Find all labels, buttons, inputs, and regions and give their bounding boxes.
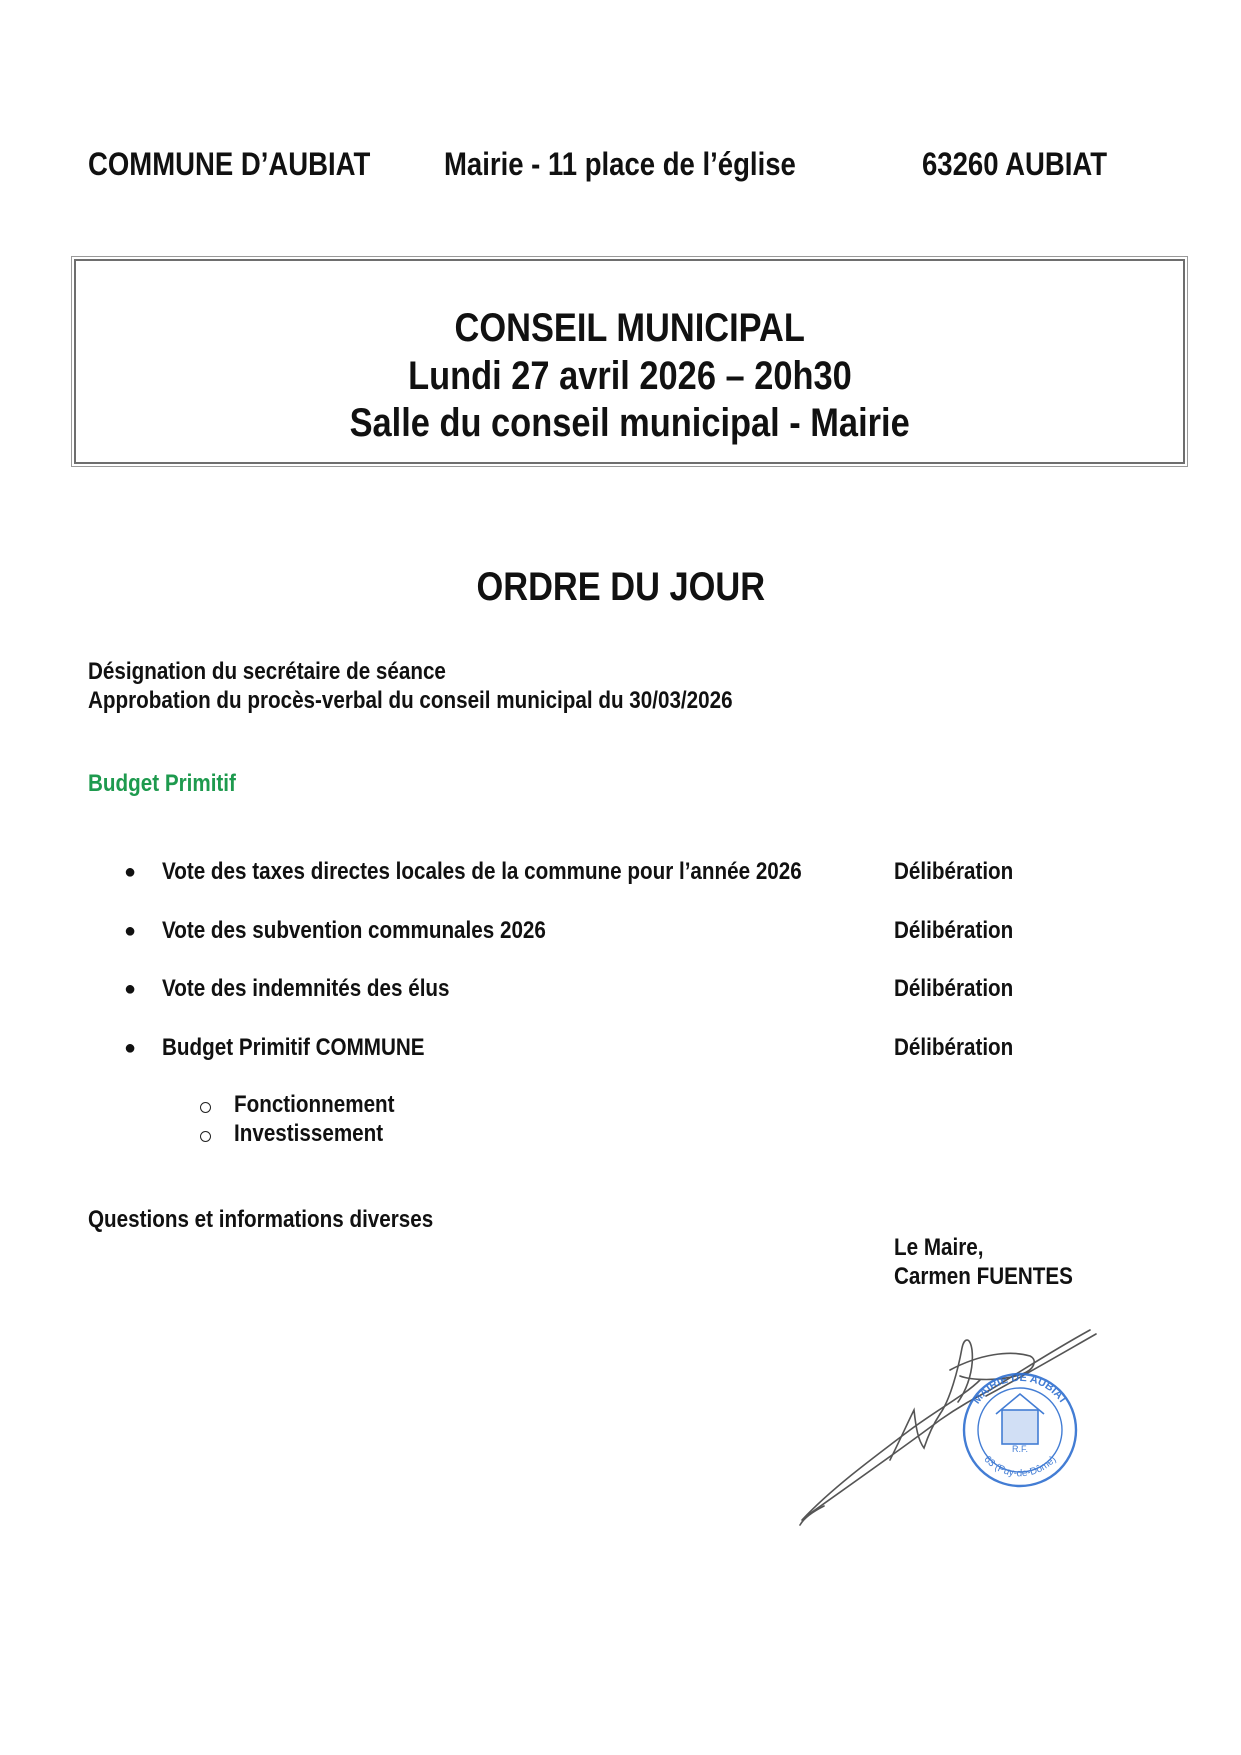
bullet-icon: ● <box>124 861 137 883</box>
header-postal: 63260 AUBIAT <box>922 146 1108 182</box>
circle-bullet-icon <box>200 1102 211 1113</box>
agenda-item-label: Budget Primitif COMMUNE <box>162 1034 425 1061</box>
bullet-icon: ● <box>124 1037 137 1059</box>
meeting-date: Lundi 27 avril 2026 – 20h30 <box>407 354 852 398</box>
handwritten-signature <box>800 1330 1096 1525</box>
agenda-item-label: Vote des subvention communales 2026 <box>162 917 546 944</box>
meeting-title: CONSEIL MUNICIPAL <box>454 306 805 350</box>
bullet-icon: ● <box>124 920 137 942</box>
agenda-sub-item-label: Investissement <box>234 1120 384 1147</box>
stamp-bottom-text: 63 (Puy-de-Dôme) <box>981 1454 1059 1480</box>
meeting-place: Salle du conseil municipal - Mairie <box>349 401 910 445</box>
agenda-item-label: Vote des indemnités des élus <box>162 975 450 1002</box>
header-commune: COMMUNE D’AUBIAT <box>88 146 371 182</box>
signature-name: Carmen FUENTES <box>894 1263 1073 1290</box>
section-budget-primitif: Budget Primitif <box>88 770 236 797</box>
signature-role: Le Maire, <box>894 1234 984 1261</box>
stamp-rf-text: R.F. <box>1011 1444 1029 1454</box>
agenda-item-type: Délibération <box>894 1034 1014 1061</box>
agenda-intro-1: Désignation du secrétaire de séance <box>88 658 446 685</box>
mairie-stamp <box>964 1372 1076 1486</box>
header-address: Mairie - 11 place de l’église <box>444 146 796 182</box>
meeting-title-box <box>74 259 1185 464</box>
stamp-top-text: MAIRIE DE AUBIAT <box>970 1371 1070 1407</box>
agenda-closing: Questions et informations diverses <box>88 1206 434 1233</box>
agenda-item-type: Délibération <box>894 975 1014 1002</box>
agenda-heading: ORDRE DU JOUR <box>476 565 765 609</box>
bullet-icon: ● <box>124 978 137 1000</box>
circle-bullet-icon <box>200 1131 211 1142</box>
agenda-intro-2: Approbation du procès-verbal du conseil municipal du 30/03/2026 <box>88 687 733 714</box>
agenda-item-label: Vote des taxes directes locales de la commune pour l’année 2026 <box>162 858 802 885</box>
agenda-item-type: Délibération <box>894 917 1014 944</box>
signature-stamp-graphic <box>790 1310 1110 1540</box>
agenda-sub-item-label: Fonctionnement <box>234 1091 395 1118</box>
agenda-item-type: Délibération <box>894 858 1014 885</box>
